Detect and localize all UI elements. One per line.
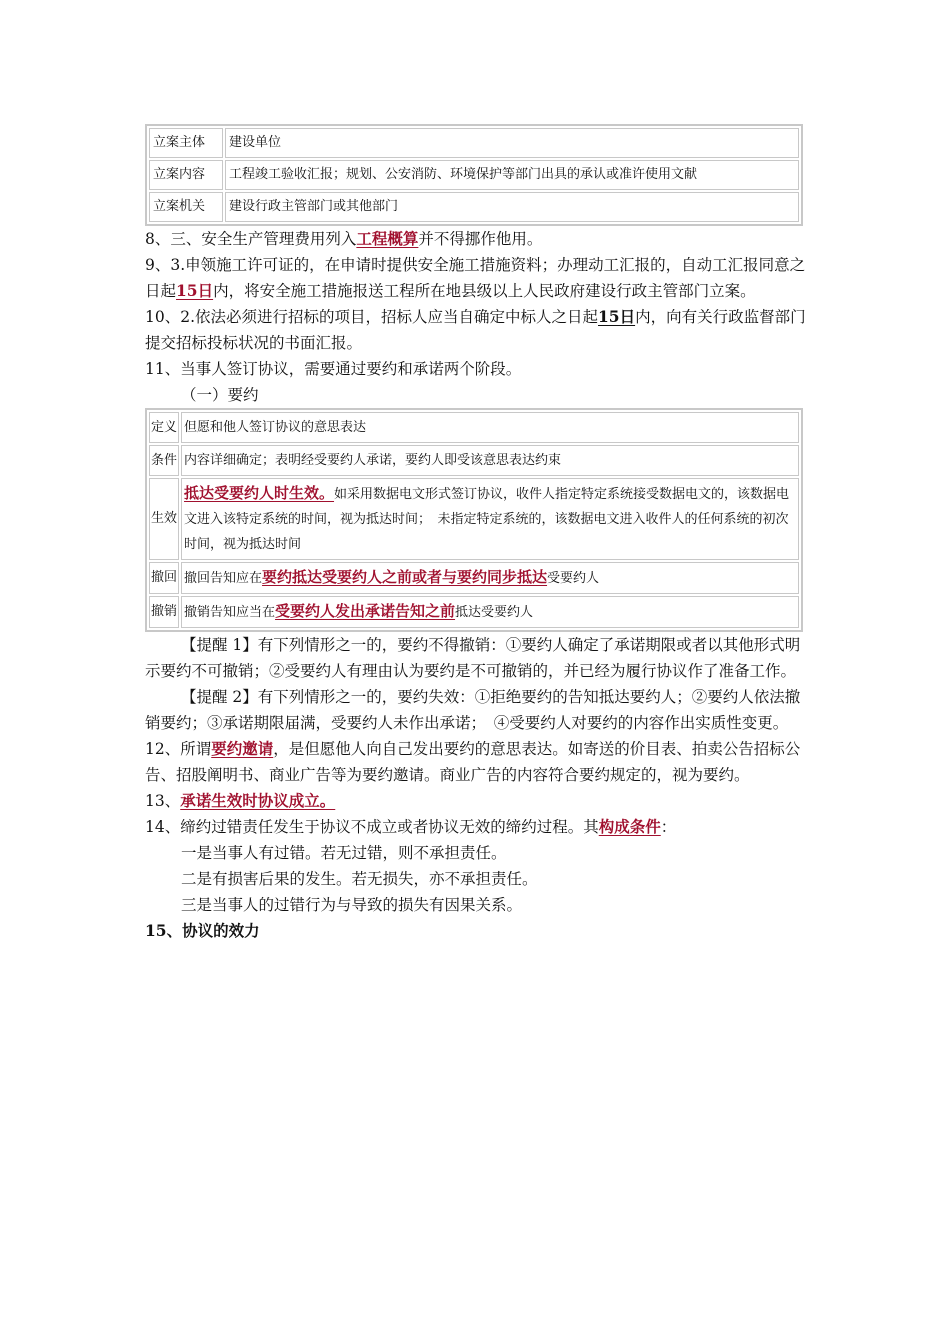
table-value: 撤销告知应当在受要约人发出承诺告知之前抵达受要约人 xyxy=(181,596,799,628)
table-value: 抵达受要约人时生效。如采用数据电文形式签订协议，收件人指定特定系统接受数据电文的，该数据电文进入该特定系统的时间，视为抵达时间； 未指定特定系统的，该数据电文进入收件人的任何系统的初次时间，视为抵达时间 xyxy=(181,478,799,560)
paragraph-11: 11、当事人签订协议，需要通过要约和承诺两个阶段。 xyxy=(145,360,522,378)
table-value: 但愿和他人签订协议的意思表达 xyxy=(181,412,799,443)
table-value: 内容详细确定；表明经受要约人承诺，要约人即受该意思表达约束 xyxy=(181,445,799,476)
table-row xyxy=(149,160,799,190)
highlight: 承诺生效时协议成立。 xyxy=(180,791,336,810)
table-row xyxy=(149,478,799,560)
table-key: 条件 xyxy=(149,445,179,476)
highlight: 15日 xyxy=(176,281,214,300)
table-value: 撤回告知应在要约抵达受要约人之前或者与要约同步抵达受要约人 xyxy=(181,562,799,594)
paragraph-10: 10、2.依法必须进行招标的项目，招标人应当自确定中标人之日起15日内，向有关行政监督部门提交招标投标状况的书面汇报。 xyxy=(145,307,806,352)
table-row xyxy=(149,192,799,222)
paragraph-14: 14、缔约过错责任发生于协议不成立或者协议无效的缔约过程。其构成条件： xyxy=(145,817,677,836)
filing-table xyxy=(145,124,803,226)
highlight: 要约邀请 xyxy=(211,739,274,758)
table-value: 建设行政主管部门或其他部门 xyxy=(225,192,799,222)
table-key: 立案内容 xyxy=(149,160,223,190)
highlight: 抵达受要约人时生效。 xyxy=(184,484,335,502)
table-row xyxy=(149,562,799,594)
table-key: 立案主体 xyxy=(149,128,223,158)
table-row xyxy=(149,412,799,443)
paragraph-13: 13、承诺生效时协议成立。 xyxy=(145,791,336,810)
table-row xyxy=(149,596,799,628)
paragraph-8: 8、三、安全生产管理费用列入工程概算并不得挪作他用。 xyxy=(145,229,543,248)
table-key: 撤回 xyxy=(149,562,179,594)
table-value: 建设单位 xyxy=(225,128,799,158)
condition-item: 一是当事人有过错。若无过错，则不承担责任。 xyxy=(181,844,507,862)
highlight: 受要约人发出承诺告知之前 xyxy=(275,602,456,620)
highlight: 构成条件 xyxy=(598,817,661,836)
offer-table xyxy=(145,408,803,632)
table-row xyxy=(149,445,799,476)
highlight: 工程概算 xyxy=(356,229,419,248)
table-key: 定义 xyxy=(149,412,179,443)
paragraph-12: 12、所谓要约邀请，是但愿他人向自己发出要约的意思表达。如寄送的价目表、拍卖公告招标公告、招股阐明书、商业广告等为要约邀请。商业广告的内容符合要约规定的，视为要约。 xyxy=(145,739,801,784)
highlight: 要约抵达受要约人之前或者与要约同步抵达 xyxy=(262,568,548,586)
table-key: 生效 xyxy=(149,478,179,560)
document-page xyxy=(145,124,807,944)
reminder-1: 【提醒 1】有下列情形之一的，要约不得撤销：①要约人确定了承诺期限或者以其他形式明示要约不可撤销；②受要约人有理由认为要约是不可撤销的，并已经为履行协议作了准备工作。 xyxy=(145,636,801,680)
subheading-offer: （一）要约 xyxy=(181,386,259,404)
paragraph-9: 9、3.申领施工许可证的，在申请时提供安全施工措施资料；办理动工汇报的，自动工汇报同意之日起15日内，将安全施工措施报送工程所在地县级以上人民政府建设行政主管部门立案。 xyxy=(145,256,806,300)
condition-item: 二是有损害后果的发生。若无损失，亦不承担责任。 xyxy=(181,870,538,888)
paragraph-15: 15、协议的效力 xyxy=(145,921,260,940)
underlined: 15日 xyxy=(598,307,636,326)
table-row xyxy=(149,128,799,158)
table-value: 工程竣工验收汇报；规划、公安消防、环境保护等部门出具的承认或准许使用文献 xyxy=(225,160,799,190)
condition-item: 三是当事人的过错行为与导致的损失有因果关系。 xyxy=(181,896,523,914)
table-key: 立案机关 xyxy=(149,192,223,222)
table-key: 撤销 xyxy=(149,596,179,628)
reminder-2: 【提醒 2】有下列情形之一的，要约失效：①拒绝要约的告知抵达要约人；②要约人依法撤销要约；③承诺期限届满，受要约人未作出承诺； ④受要约人对要约的内容作出实质性变更。 xyxy=(145,688,801,732)
